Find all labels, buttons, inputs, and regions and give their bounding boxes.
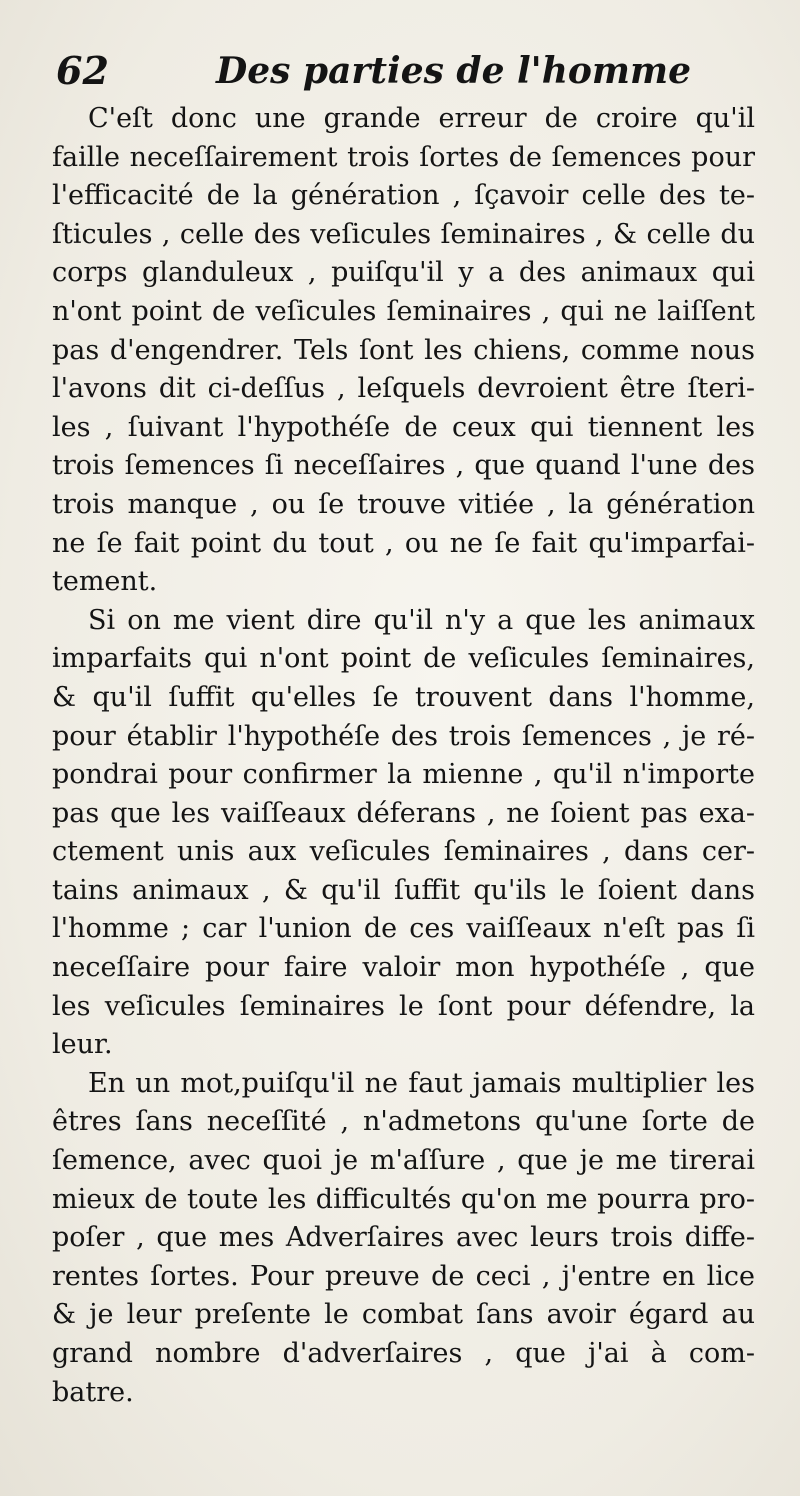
text-line: corps glanduleux , puiſqu'il y a des animaux qui (52, 257, 755, 289)
body-text (52, 100, 755, 1412)
text-line: pour établir l'hypothéſe des trois ſemences , je ré- (52, 720, 755, 752)
text-line: & qu'il ſuffit qu'elles ſe trouvent dans l'homme, (52, 681, 755, 713)
text-line: En un mot,puiſqu'il ne faut jamais multiplier les (88, 1067, 755, 1099)
text-line: Si on me vient dire qu'il n'y a que les animaux (88, 604, 755, 636)
text-line: trois ſemences ſi neceſſaires , que quand l'une des (52, 450, 755, 482)
paragraph-1 (52, 100, 755, 602)
running-head (56, 46, 756, 96)
text-line: ſticules , celle des veſicules ſeminaires , & celle du (52, 218, 755, 250)
text-line: ſemence, avec quoi je m'aſſure , que je me tirerai (52, 1145, 755, 1177)
text-line: grand nombre d'adverſaires , que j'ai à com- (52, 1338, 755, 1369)
text-line: l'avons dit ci-deſſus , leſquels devroient être ſteri- (52, 373, 755, 405)
text-line: ne ſe fait point du tout , ou ne ſe fait qu'imparfai- (52, 527, 755, 559)
paragraph-3 (52, 1065, 755, 1412)
text-line: pas que les vaiſſeaux déferans , ne ſoient pas exa- (52, 797, 755, 829)
text-line: imparfaits qui n'ont point de veſicules ſeminaires, (52, 643, 755, 675)
page-number: 62 (56, 48, 109, 93)
text-line: l'homme ; car l'union de ces vaiſſeaux n'eſt pas ſi (52, 913, 755, 945)
text-line: & je leur preſente le combat ſans avoir égard au (52, 1299, 755, 1331)
text-line: les , ſuivant l'hypothéſe de ceux qui tiennent les (52, 411, 755, 443)
text-line: neceſſaire pour faire valoir mon hypothéſe , que (52, 952, 755, 984)
text-line: rentes ſortes. Pour preuve de ceci , j'entre en lice (52, 1260, 755, 1292)
paragraph-2 (52, 602, 755, 1065)
running-title: Des parties de l'homme (216, 50, 691, 92)
text-line: trois manque , ou ſe trouve vitiée , la génération (52, 488, 755, 520)
text-line: batre. (52, 1376, 134, 1408)
text-line: pas d'engendrer. Tels ſont les chiens, comme nous (52, 334, 755, 366)
text-line: n'ont point de veſicules ſeminaires , qui ne laiſſent (52, 295, 755, 327)
text-line: êtres ſans neceſſité , n'admetons qu'une ſorte de (52, 1106, 755, 1138)
text-line: ctement unis aux veſicules ſeminaires , dans cer- (52, 836, 755, 868)
text-line: les veſicules ſeminaires le ſont pour défendre, la (52, 990, 755, 1022)
text-line: poſer , que mes Adverſaires avec leurs trois diffe- (52, 1222, 755, 1254)
text-line: leur. (52, 1029, 113, 1061)
text-line: C'eſt donc une grande erreur de croire qu'il (88, 103, 755, 134)
text-line: l'efficacité de la génération , ſçavoir celle des te- (52, 180, 755, 212)
text-line: faille neceſſairement trois ſortes de ſemences pour (52, 141, 755, 173)
text-line: pondrai pour confirmer la mienne , qu'il n'importe (52, 759, 755, 791)
text-line: tains animaux , & qu'il ſuffit qu'ils le ſoient dans (52, 874, 755, 906)
text-line: tement. (52, 566, 158, 598)
text-line: mieux de toute les difficultés qu'on me pourra pro- (52, 1183, 755, 1215)
